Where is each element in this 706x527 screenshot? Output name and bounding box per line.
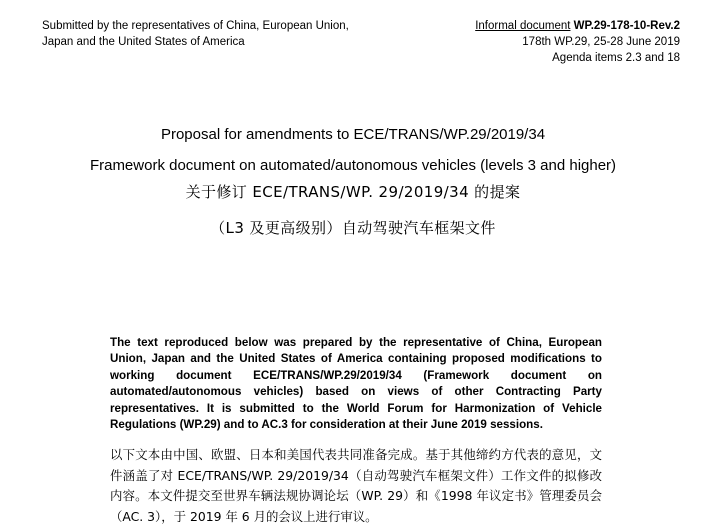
page-subtitle-chinese: （L3 及更高级别）自动驾驶汽车框架文件 <box>210 219 496 237</box>
submitted-by-line-1: Submitted by the representatives of China, European Union, <box>42 20 349 32</box>
page-title-chinese: 关于修订 ECE/TRANS/WP. 29/2019/34 的提案 <box>185 183 521 201</box>
paragraph-chinese: 以下文本由中国、欧盟、日本和美国代表共同准备完成。基于其他缔约方代表的意见，文件涵盖了对 ECE/TRANS/WP. 29/2019/34（自动驾驶汽车框架文件）工作文件的拟修改内容。本文件提交至世界车辆法规协调论坛（WP. 29）和《1998 年议定书》管理委员会（AC. 3），于 2019 年 6 月的会议上进行审议。 <box>110 447 602 524</box>
body-text-block <box>110 335 602 527</box>
title-block <box>0 124 706 239</box>
submitted-by-block <box>42 18 349 50</box>
page-subtitle: Framework document on automated/autonomous vehicles (levels 3 and higher) <box>89 157 617 174</box>
submitted-by-line-2: Japan and the United States of America <box>42 36 245 48</box>
document-header <box>0 0 706 66</box>
session-line: 178th WP.29, 25-28 June 2019 <box>522 36 680 48</box>
document-symbol: WP.29-178-10-Rev.2 <box>573 20 680 32</box>
page-title: Proposal for amendments to ECE/TRANS/WP.29/2019/34 <box>160 126 546 143</box>
document-reference-block <box>475 18 680 66</box>
document-symbol-line <box>475 18 680 34</box>
agenda-items-line: Agenda items 2.3 and 18 <box>552 52 680 64</box>
document-kind-label: Informal document <box>475 20 571 32</box>
paragraph-english: The text reproduced below was prepared by the representative of China, European Union, Japan and the United States of America containing proposed modifications to working document ECE/TRANS/WP.29/2019/34 (Framework document on automated/autonomous vehicles) based on views of other Contracting Party representatives. It is submitted to the World Forum for Harmonization of Vehicle Regulations (WP.29) and to AC.3 for consideration at their June 2019 sessions. <box>110 336 602 432</box>
